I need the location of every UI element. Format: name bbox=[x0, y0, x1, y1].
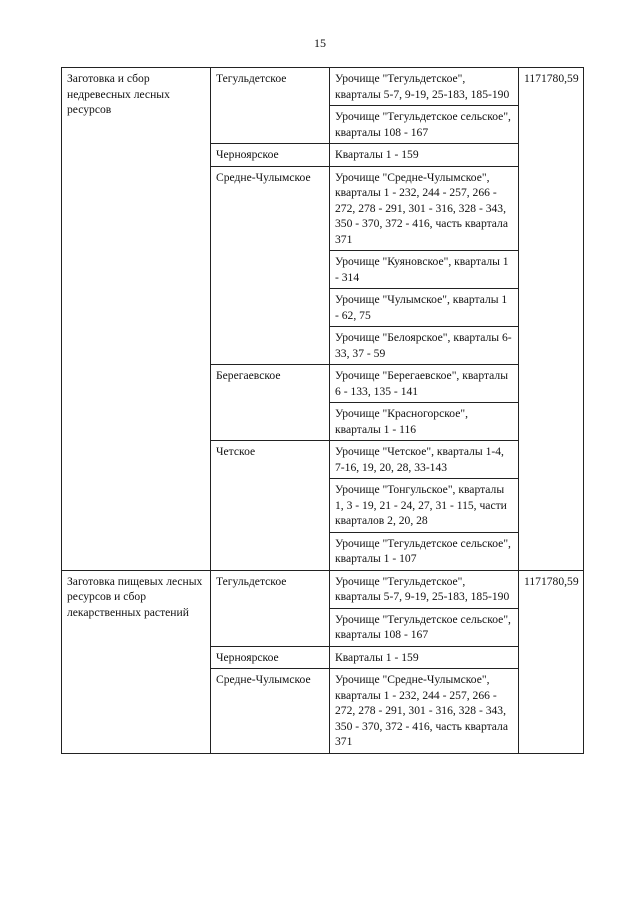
forest-use-table bbox=[61, 67, 584, 754]
table-row bbox=[62, 68, 584, 106]
area-description-cell: Кварталы 1 - 159 bbox=[330, 646, 519, 669]
area-description-cell: Урочище "Белоярское", кварталы 6-33, 37 - 59 bbox=[330, 327, 519, 365]
page-number: 15 bbox=[314, 36, 326, 50]
area-description-cell: Урочище "Красногорское", кварталы 1 - 116 bbox=[330, 403, 519, 441]
activity-name-cell: Заготовка и сбор недревесных лесных ресурсов bbox=[62, 68, 211, 571]
area-description-cell: Кварталы 1 - 159 bbox=[330, 144, 519, 167]
amount-cell: 1171780,59 bbox=[519, 570, 584, 753]
area-description-cell: Урочище "Тегульдетское сельское", кварталы 1 - 107 bbox=[330, 532, 519, 570]
forestry-name-cell: Четское bbox=[211, 441, 330, 571]
area-description-cell: Урочище "Тегульдетское сельское", кварталы 108 - 167 bbox=[330, 608, 519, 646]
area-description-cell: Урочище "Чулымское", кварталы 1 - 62, 75 bbox=[330, 289, 519, 327]
area-description-cell: Урочище "Тегульдетское", кварталы 5-7, 9-19, 25-183, 185-190 bbox=[330, 570, 519, 608]
forestry-name-cell: Средне-Чулымское bbox=[211, 166, 330, 365]
area-description-cell: Урочище "Тонгульское", кварталы 1, 3 - 19, 21 - 24, 27, 31 - 115, части кварталов 2, 20, 28 bbox=[330, 479, 519, 533]
table-row bbox=[62, 570, 584, 608]
area-description-cell: Урочище "Средне-Чулымское", кварталы 1 - 232, 244 - 257, 266 - 272, 278 - 291, 301 - 316, 328 - 343, 350 - 370, 372 - 416, часть квартала 371 bbox=[330, 669, 519, 754]
area-description-cell: Урочище "Тегульдетское сельское", кварталы 108 - 167 bbox=[330, 106, 519, 144]
area-description-cell: Урочище "Четское", кварталы 1-4, 7-16, 19, 20, 28, 33-143 bbox=[330, 441, 519, 479]
forest-use-table-body bbox=[62, 68, 584, 754]
area-description-cell: Урочище "Куяновское", кварталы 1 - 314 bbox=[330, 251, 519, 289]
forestry-name-cell: Черноярское bbox=[211, 646, 330, 669]
forestry-name-cell: Берегаевское bbox=[211, 365, 330, 441]
activity-name-cell: Заготовка пищевых лесных ресурсов и сбор лекарственных растений bbox=[62, 570, 211, 753]
amount-cell: 1171780,59 bbox=[519, 68, 584, 571]
forestry-name-cell: Тегульдетское bbox=[211, 570, 330, 646]
forestry-name-cell: Средне-Чулымское bbox=[211, 669, 330, 754]
area-description-cell: Урочище "Средне-Чулымское", кварталы 1 - 232, 244 - 257, 266 - 272, 278 - 291, 301 - 316, 328 - 343, 350 - 370, 372 - 416, часть квартала 371 bbox=[330, 166, 519, 251]
area-description-cell: Урочище "Тегульдетское", кварталы 5-7, 9-19, 25-183, 185-190 bbox=[330, 68, 519, 106]
area-description-cell: Урочище "Берегаевское", кварталы 6 - 133, 135 - 141 bbox=[330, 365, 519, 403]
forestry-name-cell: Черноярское bbox=[211, 144, 330, 167]
forestry-name-cell: Тегульдетское bbox=[211, 68, 330, 144]
